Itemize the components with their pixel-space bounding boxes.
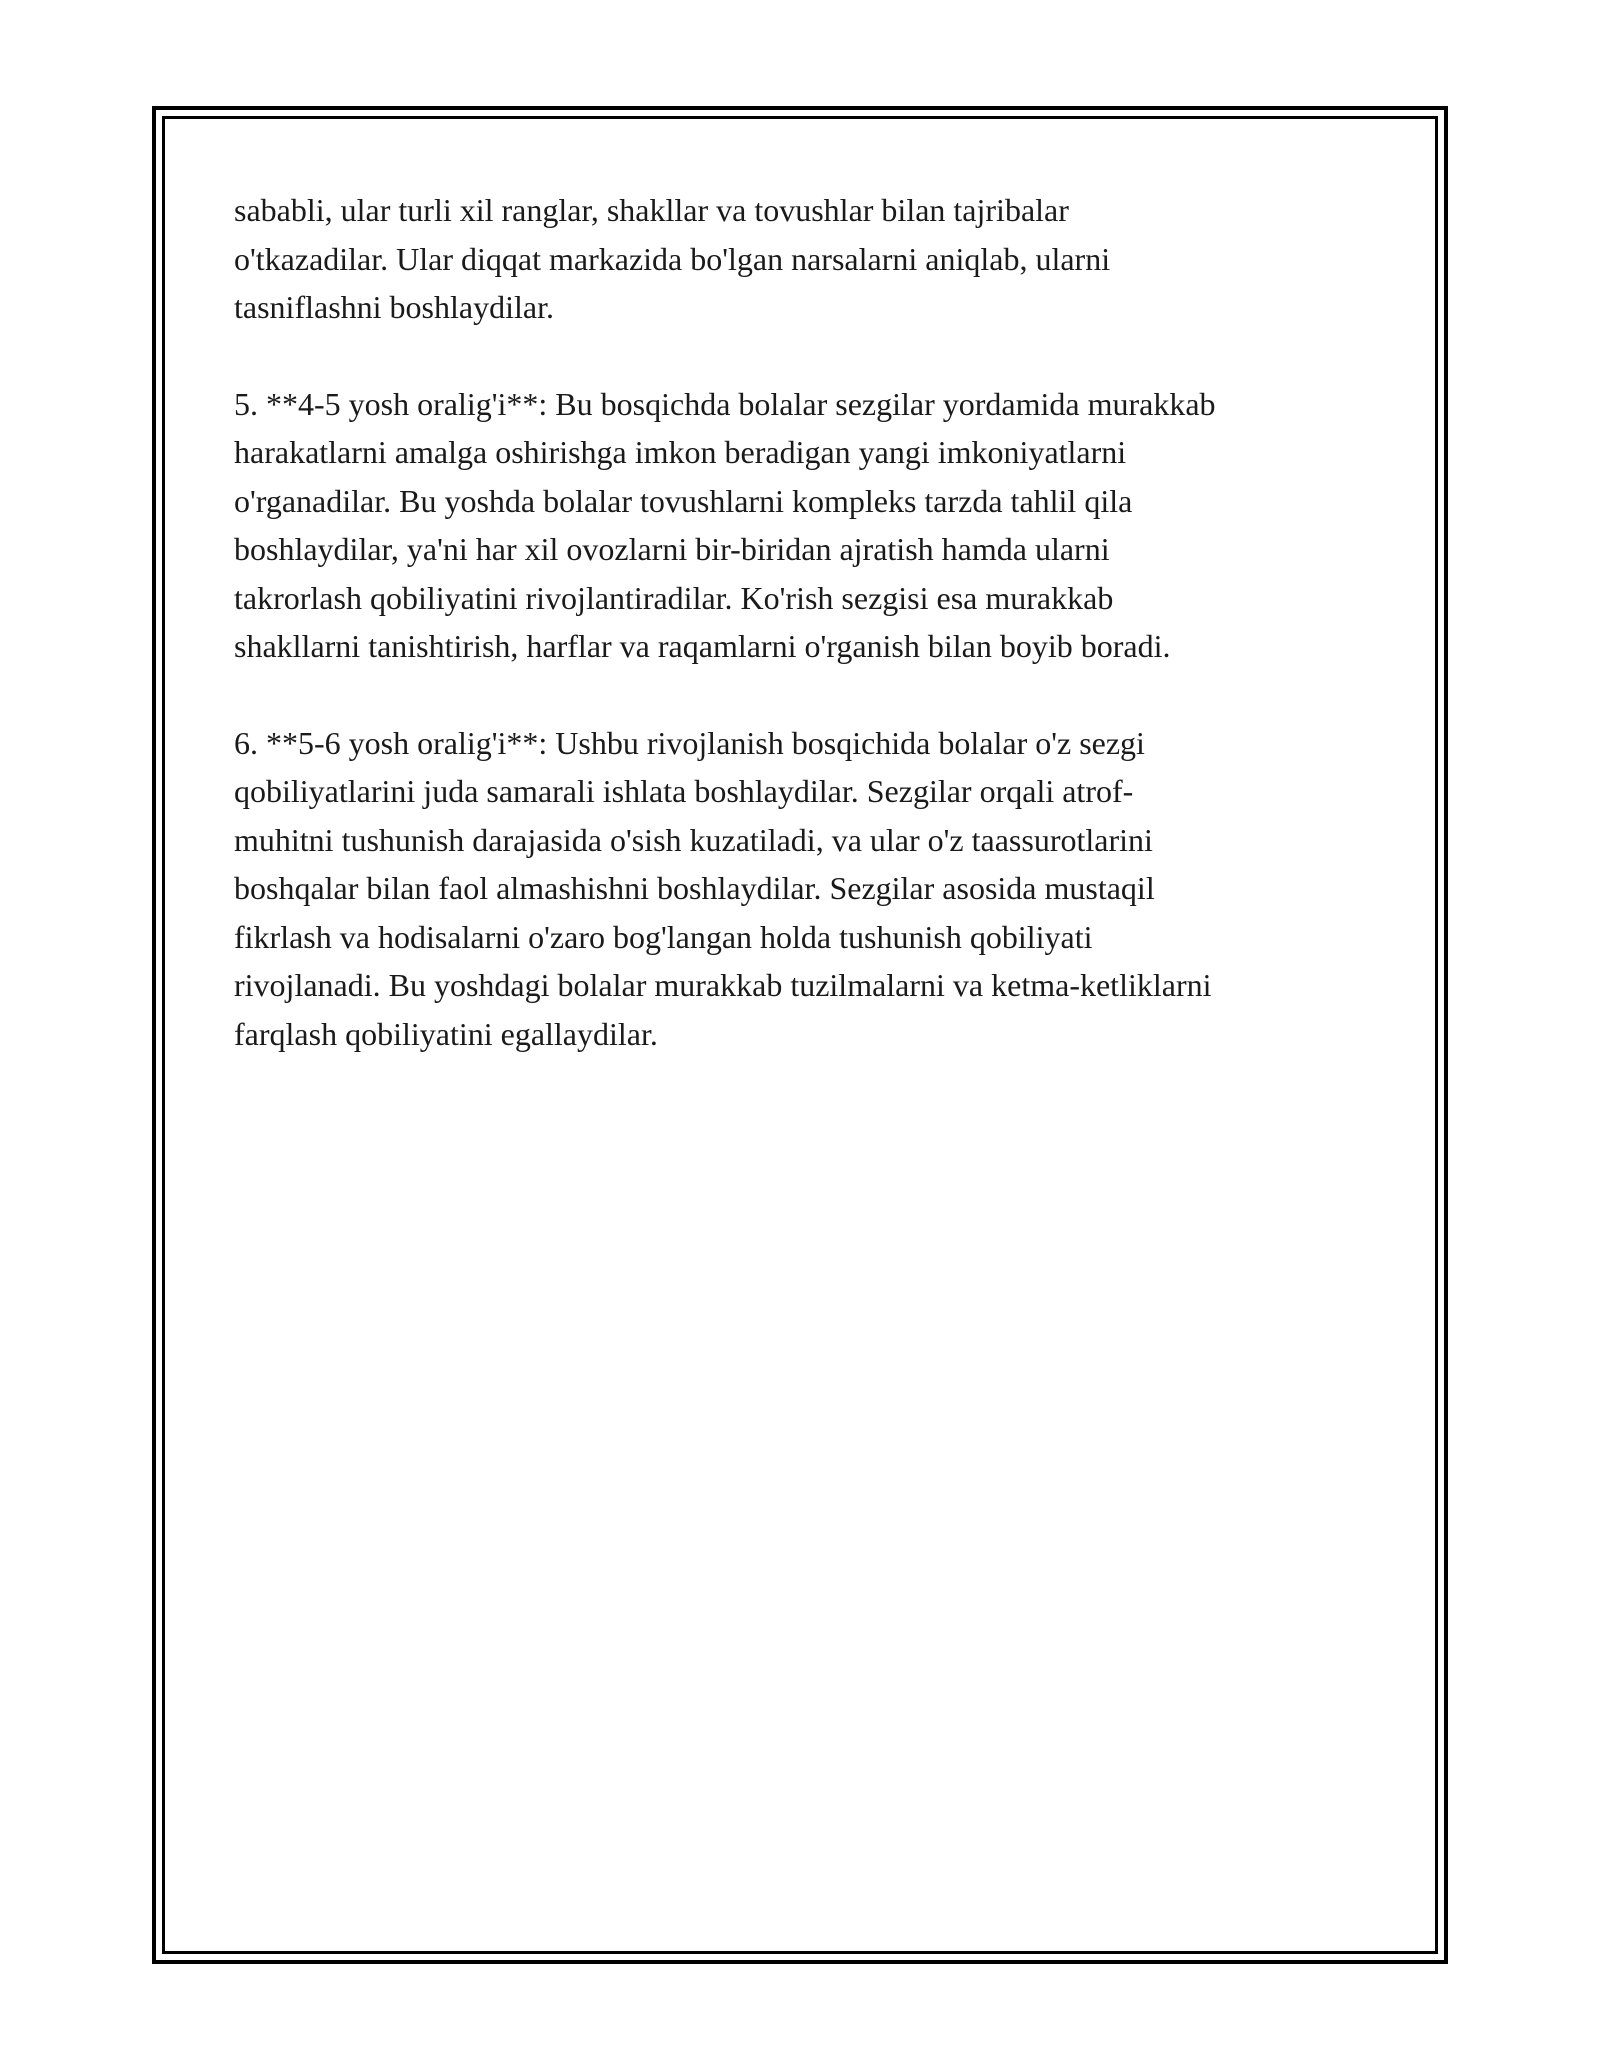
document-body (234, 186, 1364, 1106)
text-line: o'tkazadilar. Ular diqqat markazida bo'lgan narsalarni aniqlab, ularni (234, 240, 1111, 277)
text-line: fikrlash va hodisalarni o'zaro bog'langan holda tushunish qobiliyati (234, 918, 1093, 955)
paragraph-item-5 (234, 380, 1364, 671)
text-line: farqlash qobiliyatini egallaydilar. (234, 1015, 658, 1052)
text-line: sababli, ular turli xil ranglar, shakllar va tovushlar bilan tajribalar (234, 192, 1069, 228)
text-line: qobiliyatlarini juda samarali ishlata boshlaydilar. Sezgilar orqali atrof- (234, 773, 1134, 809)
text-line: 6. **5-6 yosh oralig'i**: Ushbu rivojlanish bosqichida bolalar o'z sezgi (234, 724, 1145, 761)
text-line: harakatlarni amalga oshirishga imkon beradigan yangi imkoniyatlarni (234, 434, 1127, 470)
text-line: rivojlanadi. Bu yoshdagi bolalar murakkab tuzilmalarni va ketma-ketliklarni (234, 967, 1212, 1003)
text-line: boshqalar bilan faol almashishni boshlaydilar. Sezgilar asosida mustaqil (234, 870, 1155, 906)
text-line: 5. **4-5 yosh oralig'i**: Bu bosqichda bolalar sezgilar yordamida murakkab (234, 385, 1216, 422)
paragraph-continuation (234, 186, 1364, 332)
text-line: boshlaydilar, ya'ni har xil ovozlarni bir-biridan ajratish hamda ularni (234, 531, 1110, 567)
text-line: muhitni tushunish darajasida o'sish kuzatiladi, va ular o'z taassurotlarini (234, 821, 1153, 858)
text-line: shakllarni tanishtirish, harflar va raqamlarni o'rganish bilan boyib boradi. (234, 628, 1171, 664)
paragraph-item-6 (234, 719, 1364, 1059)
text-line: tasniflashni boshlaydilar. (234, 289, 554, 325)
text-line: takrorlash qobiliyatini rivojlantiradilar. Ko'rish sezgisi esa murakkab (234, 579, 1114, 616)
text-line: o'rganadilar. Bu yoshda bolalar tovushlarni kompleks tarzda tahlil qila (234, 482, 1133, 519)
